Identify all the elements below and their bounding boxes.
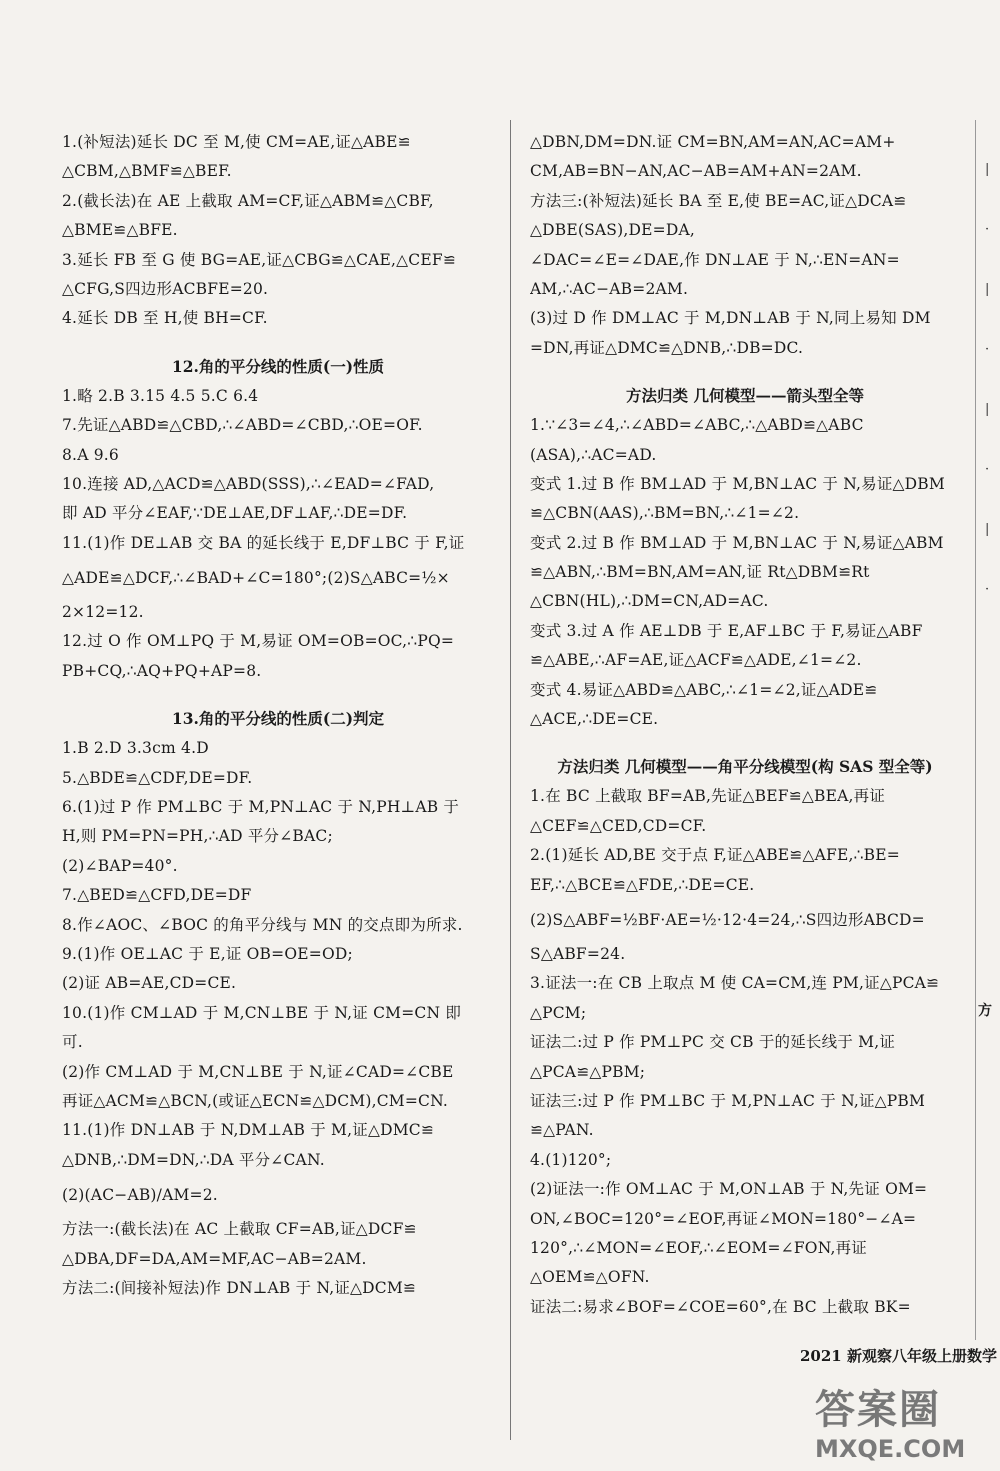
answer-line: 2.(截长法)在 AE 上截取 AM=CF,证△ABM≌△CBF, xyxy=(62,191,434,210)
answer-line: △DNB,∴DM=DN,∴DA 平分∠CAN. xyxy=(62,1150,325,1169)
answer-line: △BME≌△BFE. xyxy=(62,221,178,240)
answer-line: PB+CQ,∴AQ+PQ+AP=8. xyxy=(62,661,262,680)
page-footer: 2021 新观察八年级上册数学 xyxy=(800,1347,997,1365)
answer-line: 120°,∴∠MON=∠EOF,∴∠EOM=∠FON,再证 xyxy=(530,1238,867,1257)
answer-line: △DBA,DF=DA,AM=MF,AC−AB=2AM. xyxy=(62,1249,367,1268)
section-heading: 方法归类 几何模型——角平分线模型(构 SAS 型全等) xyxy=(557,757,933,777)
answer-line: 6.(1)过 P 作 PM⊥BC 于 M,PN⊥AC 于 N,PH⊥AB 于 xyxy=(62,798,460,817)
watermark-url: MXQE.COM xyxy=(815,1435,966,1463)
answer-line: 变式 4.易证△ABD≌△ABC,∴∠1=∠2,证△ADE≌ xyxy=(530,680,878,699)
answer-line: (2)作 CM⊥AD 于 M,CN⊥BE 于 N,证∠CAD=∠CBE xyxy=(62,1062,454,1081)
answer-line: 9.(1)作 OE⊥AC 于 E,证 OB=OE=OD; xyxy=(62,944,353,963)
answer-line: △OEM≌△OFN. xyxy=(530,1268,650,1287)
answer-line: 4.(1)120°; xyxy=(530,1150,612,1169)
answer-line: (2)证 AB=AE,CD=CE. xyxy=(62,974,237,993)
answer-line: △PCM; xyxy=(530,1003,587,1022)
answer-line: ≌△ABE,∴AF=AE,证△ACF≌△ADE,∠1=∠2. xyxy=(530,651,862,670)
answer-line: △CEF≌△CED,CD=CF. xyxy=(530,816,707,835)
answer-line: CM,AB=BN−AN,AC−AB=AM+AN=2AM. xyxy=(530,162,862,181)
answer-line: H,则 PM=PN=PH,∴AD 平分∠BAC; xyxy=(62,827,333,846)
answer-line: 8.作∠AOC、∠BOC 的角平分线与 MN 的交点即为所求. xyxy=(62,915,463,934)
answer-line: 3.延长 FB 至 G 使 BG=AE,证△CBG≌△CAE,△CEF≌ xyxy=(62,250,457,269)
answer-line: △DBN,DM=DN.证 CM=BN,AM=AN,AC=AM+ xyxy=(530,133,896,151)
watermark-logo: 答案圈 xyxy=(815,1387,941,1433)
answer-line: ≌△ABN,∴BM=BN,AM=AN,证 Rt△DBM≌Rt xyxy=(530,563,870,582)
right-edge-divider xyxy=(975,120,976,1340)
section-spacer xyxy=(530,363,960,381)
column-divider xyxy=(510,120,511,1440)
section-heading: 方法归类 几何模型——箭头型全等 xyxy=(626,386,864,406)
right-column xyxy=(530,128,960,1322)
answer-line: △PCA≌△PBM; xyxy=(530,1062,646,1081)
side-tab-label: 方 xyxy=(978,1003,992,1019)
answer-line: S△ABF=24. xyxy=(530,944,626,963)
section-spacer xyxy=(530,734,960,752)
answer-line: 5.△BDE≌△CDF,DE=DF. xyxy=(62,768,253,787)
left-column xyxy=(62,128,494,1303)
answer-line: 证法二:过 P 作 PM⊥PC 交 CB 于的延长线于 M,证 xyxy=(530,1033,896,1052)
answer-line: 方法三:(补短法)延长 BA 至 E,使 BE=AC,证△DCA≌ xyxy=(530,191,907,210)
answer-line: 2.(1)延长 AD,BE 交于点 F,证△ABE≌△AFE,∴BE= xyxy=(530,846,900,865)
section-heading: 13.角的平分线的性质(二)判定 xyxy=(171,709,385,729)
answer-line: △ADE≌△DCF,∴∠BAD+∠C=180°;(2)S△ABC=½× xyxy=(62,569,450,588)
answer-line: 1.略 2.B 3.15 4.5 5.C 6.4 xyxy=(62,386,259,405)
answer-line: ≌△CBN(AAS),∴BM=BN,∴∠1=∠2. xyxy=(530,504,800,523)
answer-line: EF,∴△BCE≌△FDE,∴DE=CE. xyxy=(530,875,755,894)
answer-line: 3.证法一:在 CB 上取点 M 使 CA=CM,连 PM,证△PCA≌ xyxy=(530,974,940,993)
answer-line: ON,∠BOC=120°=∠EOF,再证∠MON=180°−∠A= xyxy=(530,1209,917,1228)
answer-line: △CBN(HL),∴DM=CN,AD=AC. xyxy=(530,592,769,611)
answer-line: AM,∴AC−AB=2AM. xyxy=(530,279,689,298)
answer-line: (2)∠BAP=40°. xyxy=(62,856,178,875)
answer-line: 4.延长 DB 至 H,使 BH=CF. xyxy=(62,309,268,328)
watermark xyxy=(815,1378,1000,1468)
answer-line: 10.(1)作 CM⊥AD 于 M,CN⊥BE 于 N,证 CM=CN 即 xyxy=(62,1003,462,1022)
answer-line: 变式 1.过 B 作 BM⊥AD 于 M,BN⊥AC 于 N,易证△DBM xyxy=(530,474,945,493)
answer-line: 1.B 2.D 3.3cm 4.D xyxy=(62,739,209,758)
answer-line: 1.在 BC 上截取 BF=AB,先证△BEF≌△BEA,再证 xyxy=(530,787,886,806)
answer-line: 1.∵∠3=∠4,∴∠ABD=∠ABC,∴△ABD≌△ABC xyxy=(530,416,864,435)
answer-line: △CBM,△BMF≌△BEF. xyxy=(62,162,232,181)
answer-line: 2×12=12. xyxy=(62,603,144,622)
answer-line: 可. xyxy=(62,1033,83,1052)
answer-line: 11.(1)作 DN⊥AB 于 N,DM⊥AB 于 M,证△DMC≌ xyxy=(62,1121,435,1140)
answer-line: 即 AD 平分∠EAF,∵DE⊥AE,DF⊥AF,∴DE=DF. xyxy=(62,504,408,523)
answer-line: (3)过 D 作 DM⊥AC 于 M,DN⊥AB 于 N,同上易知 DM xyxy=(530,309,931,328)
answer-line: 变式 2.过 B 作 BM⊥AD 于 M,BN⊥AC 于 N,易证△ABM xyxy=(530,533,944,552)
answer-line: 证法二:易求∠BOF=∠COE=60°,在 BC 上截取 BK= xyxy=(530,1297,911,1316)
answer-line: (2)证法一:作 OM⊥AC 于 M,ON⊥AB 于 N,先证 OM= xyxy=(530,1180,928,1199)
answer-line: ∠DAC=∠E=∠DAE,作 DN⊥AE 于 N,∴EN=AN= xyxy=(530,250,900,269)
answer-line: △CFG,S四边形ACBFE=20. xyxy=(62,279,269,298)
answer-line: 1.(补短法)延长 DC 至 M,使 CM=AE,证△ABE≌ xyxy=(62,133,411,151)
answer-line: 10.连接 AD,△ACD≌△ABD(SSS),∴∠EAD=∠FAD, xyxy=(62,474,435,493)
answer-line: 变式 3.过 A 作 AE⊥DB 于 E,AF⊥BC 于 F,易证△ABF xyxy=(530,621,923,640)
answer-line: (2)S△ABF=½BF·AE=½·12·4=24,∴S四边形ABCD= xyxy=(530,910,925,929)
answer-line: 证法三:过 P 作 PM⊥BC 于 M,PN⊥AC 于 N,证△PBM xyxy=(530,1091,926,1110)
answer-line: =DN,再证△DMC≌△DNB,∴DB=DC. xyxy=(530,338,804,357)
answer-line: ≌△PAN. xyxy=(530,1121,594,1140)
answer-line: 方法二:(间接补短法)作 DN⊥AB 于 N,证△DCM≌ xyxy=(62,1278,417,1297)
answer-line: 7.△BED≌△CFD,DE=DF xyxy=(62,886,252,905)
answer-line: (2)(AC−AB)/AM=2. xyxy=(62,1186,218,1205)
answer-line: 方法一:(截长法)在 AC 上截取 CF=AB,证△DCF≌ xyxy=(62,1220,417,1239)
section-spacer xyxy=(62,686,494,704)
answer-line: 再证△ACM≌△BCN,(或证△ECN≌△DCM),CM=CN. xyxy=(62,1091,449,1110)
answer-line: 7.先证△ABD≌△CBD,∴∠ABD=∠CBD,∴OE=OF. xyxy=(62,416,423,435)
answer-line: 12.过 O 作 OM⊥PQ 于 M,易证 OM=OB=OC,∴PQ= xyxy=(62,632,455,651)
cropped-next-page-edge: | · | · | · | · xyxy=(985,162,990,597)
answer-line: 11.(1)作 DE⊥AB 交 BA 的延长线于 E,DF⊥BC 于 F,证 xyxy=(62,533,465,552)
answer-line: △DBE(SAS),DE=DA, xyxy=(530,221,695,240)
section-heading: 12.角的平分线的性质(一)性质 xyxy=(171,356,385,376)
answer-line: (ASA),∴AC=AD. xyxy=(530,445,657,464)
answer-line: △ACE,∴DE=CE. xyxy=(530,710,659,729)
section-spacer xyxy=(62,334,494,352)
answer-line: 8.A 9.6 xyxy=(62,445,119,464)
